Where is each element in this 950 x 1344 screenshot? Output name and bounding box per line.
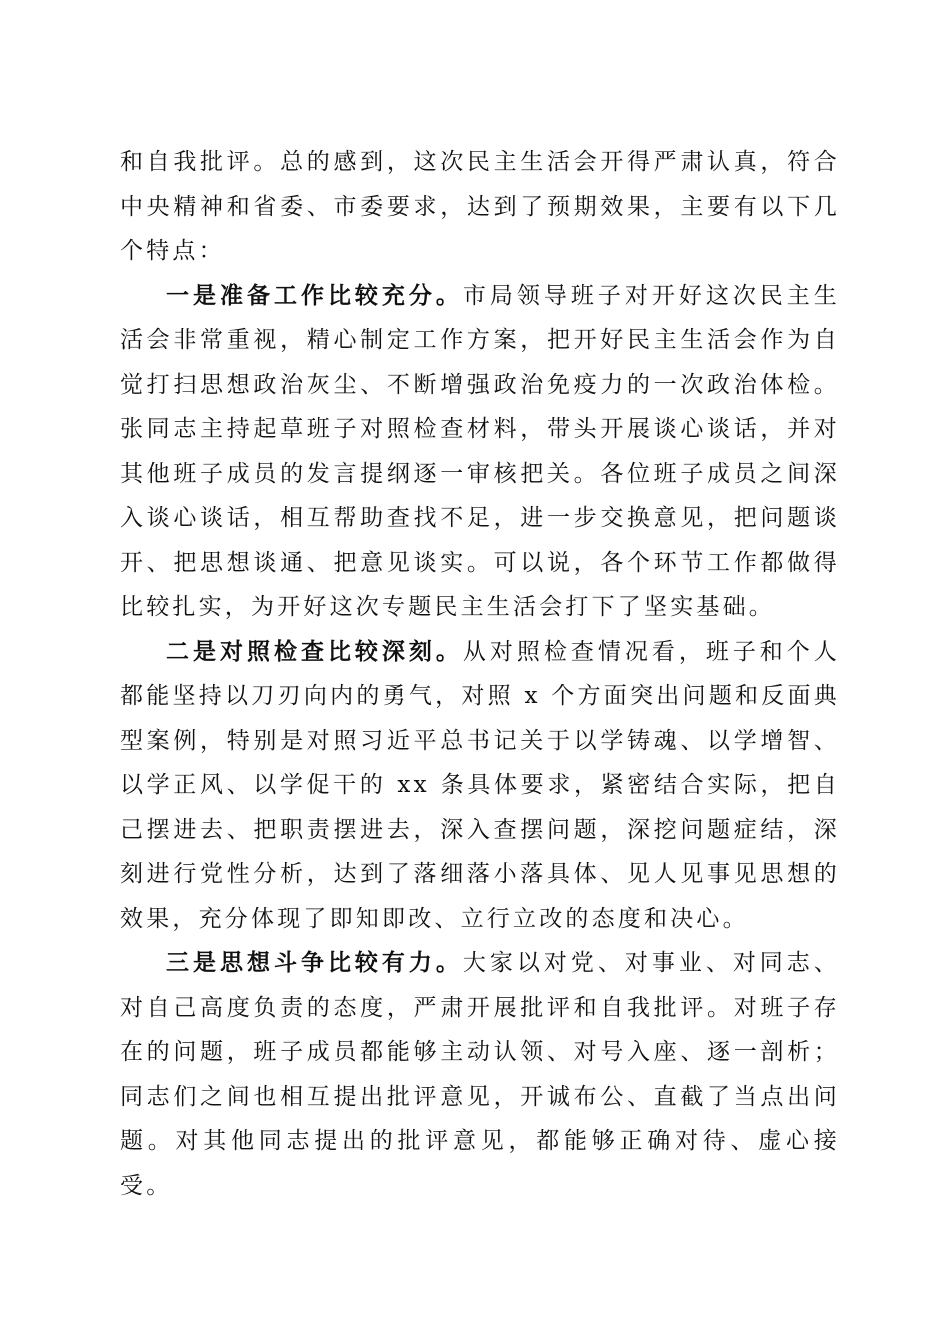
paragraph-point-3 — [120, 941, 840, 1208]
paragraph-point-1-heading: 一是准备工作比较充分。 — [166, 281, 463, 309]
paragraph-intro-text: 和自我批评。总的感到，这次民主生活会开得严肃认真，符合中央精神和省委、市委要求，达到了预期效果，主要有以下几个特点： — [120, 149, 840, 264]
paragraph-point-3-text: 大家以对党、对事业、对同志、对自己高度负责的态度，严肃开展批评和自我批评。对班子存在的问题，班子成员都能够主动认领、对号入座、逐一剖析；同志们之间也相互提出批评意见，开诚布公、直截了当点出问题。对其他同志提出的批评意见，都能够正确对待、虚心接受。 — [120, 950, 840, 1199]
paragraph-point-1-text: 市局领导班子对开好这次民主生活会非常重视，精心制定工作方案，把开好民主生活会作为自觉打扫思想政治灰尘、不断增强政治免疫力的一次政治体检。张同志主持起草班子对照检查材料，带头开展谈心谈话，并对其他班子成员的发言提纲逐一审核把关。各位班子成员之间深入谈心谈话，相互帮助查找不足，进一步交换意见，把问题谈开、把思想谈通、把意见谈实。可以说，各个环节工作都做得比较扎实，为开好这次专题民主生活会打下了坚实基础。 — [120, 282, 840, 620]
paragraph-point-2-text: 从对照检查情况看，班子和个人都能坚持以刀刃向内的勇气，对照 x 个方面突出问题和反面典型案例，特别是对照习近平总书记关于以学铸魂、以学增智、以学正风、以学促干的 xx 条具体要求，紧密结合实际，把自己摆进去、把职责摆进去，深入查摆问题，深挖问题症结，深刻进行党性分析，达到了落细落小落具体、见人见事见思想的效果，充分体现了即知即改、立行立改的态度和决心。 — [120, 638, 840, 932]
document-body — [120, 140, 840, 1208]
paragraph-point-2-heading: 二是对照检查比较深刻。 — [166, 637, 463, 665]
paragraph-point-1 — [120, 274, 840, 630]
paragraph-point-3-heading: 三是思想斗争比较有力。 — [166, 949, 463, 976]
paragraph-point-2 — [120, 630, 840, 942]
paragraph-intro — [120, 140, 840, 274]
